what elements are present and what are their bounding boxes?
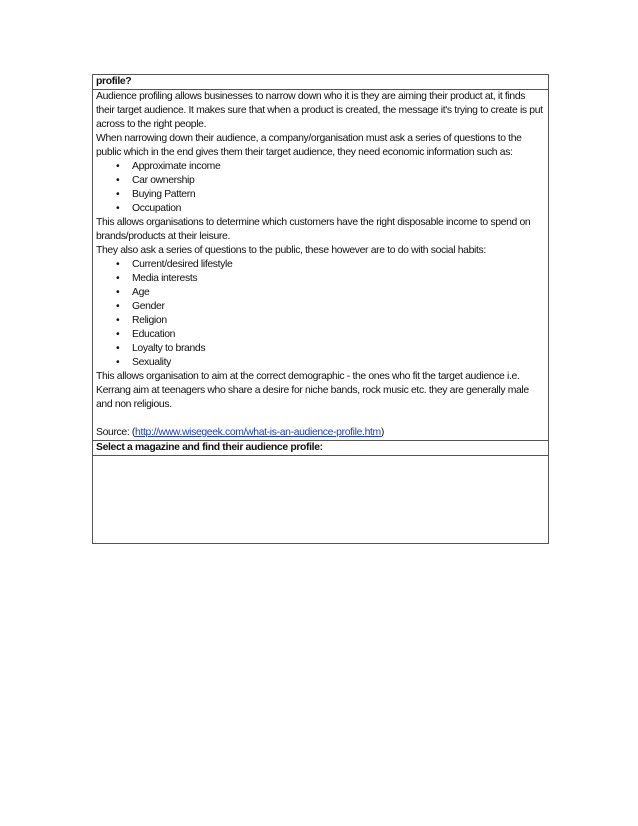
list-item [116,202,545,216]
bullet-icon: • [116,175,120,186]
disposable-income-paragraph: This allows organisations to determine which customers have the right disposable income to spend on brands/products at their leisure. [96,217,531,242]
bullet-icon: • [116,315,120,326]
content-cell [93,90,549,441]
list-item [116,356,545,370]
list-item [116,258,545,272]
bullet-icon: • [116,343,120,354]
economic-info-list [96,160,545,216]
bullet-icon: • [116,189,120,200]
list-item [116,314,545,328]
list-item-text: Age [132,287,150,298]
bullet-icon: • [116,301,120,312]
list-item-text: Occupation [132,203,182,214]
list-item [116,174,545,188]
social-habits-list [96,258,545,370]
list-item-text: Religion [132,315,167,326]
header-row [93,75,549,90]
list-item [116,286,545,300]
answer-cell[interactable] [93,456,549,544]
intro-paragraph: Audience profiling allows businesses to narrow down who it is they are aiming their product at, it finds their target audience. It makes sure that when a product is created, the message it's trying to create is put across to the right people. [96,91,543,130]
social-habits-paragraph: They also ask a series of questions to the public, these however are to do with social habits: [96,245,486,256]
task-cell: Select a magazine and find their audience profile: [93,441,549,456]
answer-row [93,456,549,544]
source-line [96,426,545,440]
list-item [116,188,545,202]
bullet-icon: • [116,259,120,270]
list-item-text: Sexuality [132,357,172,368]
list-item [116,272,545,286]
header-cell: profile? [93,75,549,90]
list-item [116,300,545,314]
list-item [116,342,545,356]
list-item [116,328,545,342]
bullet-icon: • [116,357,120,368]
list-item-text: Loyalty to brands [132,343,206,354]
list-item-text: Current/desired lifestyle [132,259,233,270]
bullet-icon: • [116,203,120,214]
demographic-paragraph: This allows organisation to aim at the correct demographic - the ones who fit the target audience i.e. Kerrang aim at teenagers who share a desire for niche bands, rock music etc. they are generally male and non religious. [96,371,529,410]
source-link[interactable]: http://www.wisegeek.com/what-is-an-audience-profile.htm [135,427,381,438]
content-row [93,90,549,441]
list-item-text: Approximate income [132,161,221,172]
list-item-text: Media interests [132,273,198,284]
narrowing-paragraph: When narrowing down their audience, a company/organisation must ask a series of questions to the public which in the end gives them their target audience, they need economic information such as: [96,133,522,158]
task-row [93,441,549,456]
bullet-icon: • [116,287,120,298]
bullet-icon: • [116,161,120,172]
list-item [116,160,545,174]
list-item-text: Buying Pattern [132,189,196,200]
blank-line [96,412,545,426]
list-item-text: Car ownership [132,175,195,186]
source-suffix: ) [380,427,384,438]
bullet-icon: • [116,273,120,284]
document-table [92,74,549,544]
list-item-text: Education [132,329,176,340]
list-item-text: Gender [132,301,165,312]
bullet-icon: • [116,329,120,340]
source-prefix: Source: ( [96,427,136,438]
